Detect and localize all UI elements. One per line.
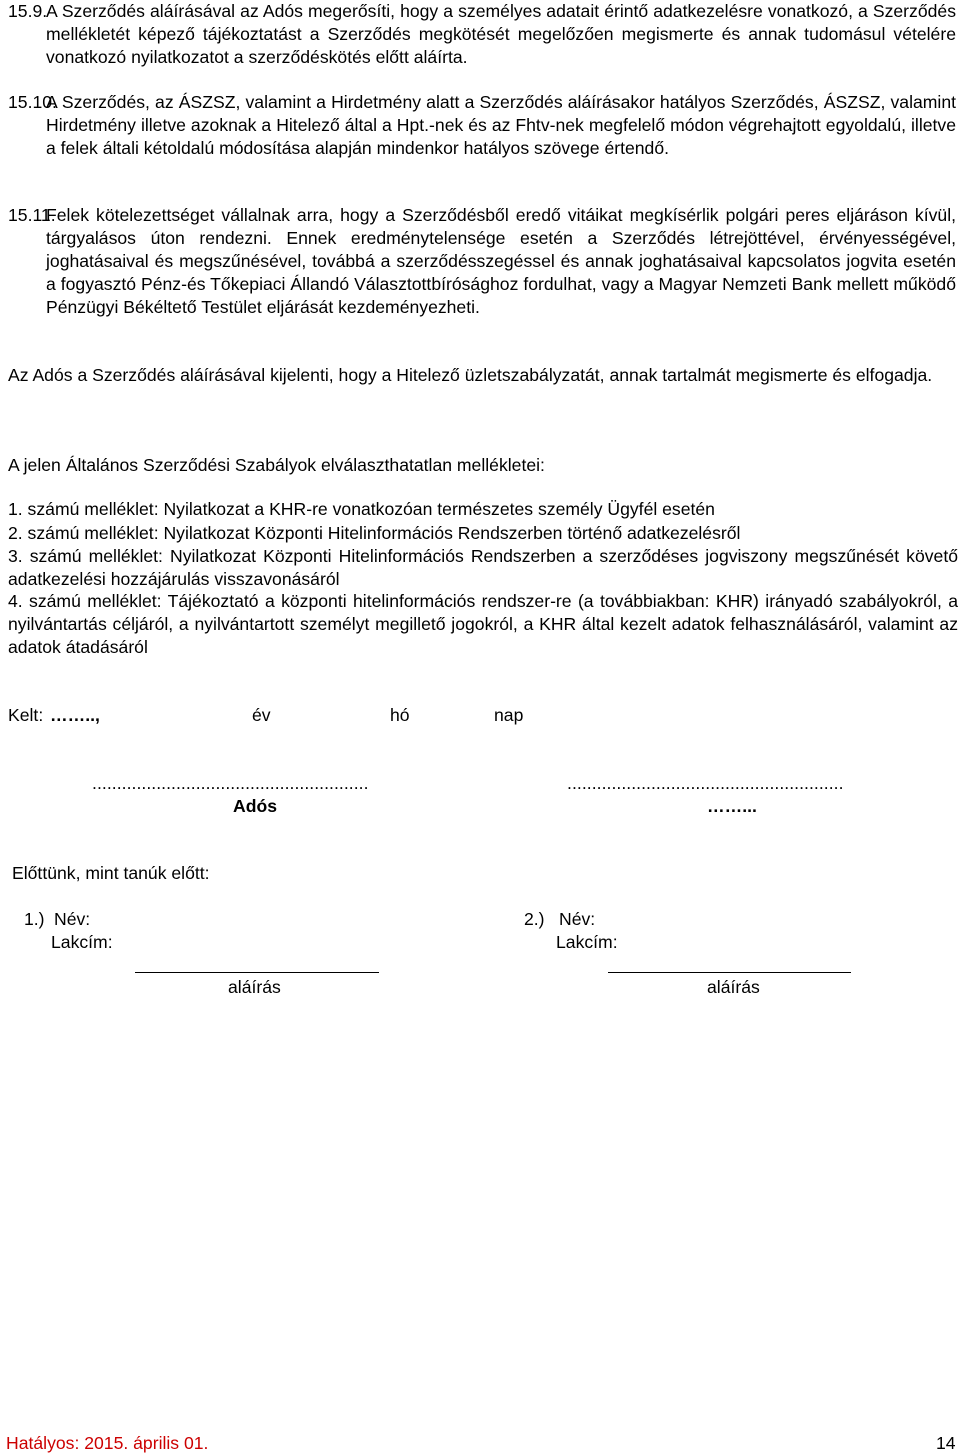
witness-2-signature-label: aláírás — [707, 977, 760, 997]
witness-2-signature-line — [608, 972, 851, 973]
debtor-signature-label: Adós — [233, 796, 277, 816]
creditor-signature-label: ……... — [707, 796, 757, 816]
kelt-label: Kelt: — [8, 705, 44, 725]
section-15-10 — [8, 91, 956, 160]
annex-item-2: 2. számú melléklet: Nyilatkozat Központi Hitelinformációs Rendszerben történő adatkezelésről — [8, 523, 741, 543]
witnesses-intro: Előttünk, mint tanúk előtt: — [12, 863, 210, 883]
declaration-paragraph: Az Adós a Szerződés aláírásával kijelenti, hogy a Hitelező üzletszabályzatát, annak tartalmát megismerte és elfogadja. — [8, 365, 933, 385]
section-text: A Szerződés aláírásával az Adós megerősíti, hogy a személyes adatait érintő adatkezelésre vonatkozó, a Szerződés mellékletét képező tájékoztatást a Szerződés megkötését megelőzően megismerte és annak tudomásul vételére vonatkozó nyilatkozatot a szerződéskötés előtt aláírta. — [46, 1, 956, 67]
annex-item-1: 1. számú melléklet: Nyilatkozat a KHR-re vonatkozóan természetes személy Ügyfél esetén — [8, 499, 715, 519]
witness-2-number: 2.) — [524, 909, 545, 929]
section-text: Felek kötelezettséget vállalnak arra, hogy a Szerződésből eredő vitáikat megkísérlik polgári peres eljáráson kívül, tárgyalásos úton rendezni. Ennek eredménytelensége esetén a Szerződés létrejöttével, érvényességével, joghatásaival és megszűnésével, továbbá a szerződésszegéssel és annak joghatásaival kapcsolatos jogvita esetén a fogyasztó Pénz-és Tőkepiaci Állandó Választottbírósághoz fordulhat, vagy a Magyar Nemzeti Bank mellett működő Pénzügyi Békéltető Testület eljárását kezdeményezheti. — [46, 205, 956, 317]
witness-1-signature-label: aláírás — [228, 977, 281, 997]
section-text: A Szerződés, az ÁSZSZ, valamint a Hirdetmény alatt a Szerződés aláírásakor hatályos Szerződés, ÁSZSZ, valamint Hirdetmény illetve azoknak a Hitelező által a Hpt.-nek és az Fhtv-nek megfelelő módon végrehajtott egyoldalú, illetve a felek általi kétoldalú módosítása alapján mindenkor hatályos szövege értendő. — [46, 92, 956, 158]
witness-2-address-label: Lakcím: — [556, 932, 618, 952]
debtor-signature-dots: ........................................................ — [92, 773, 369, 793]
year-label: év — [252, 705, 271, 725]
month-label: hó — [390, 705, 410, 725]
section-number: 15.11. — [8, 205, 56, 225]
witness-1-name-label: Név: — [54, 909, 91, 929]
creditor-signature-dots: ........................................................ — [567, 773, 844, 793]
day-label: nap — [494, 705, 524, 725]
witness-1-signature-line — [135, 972, 379, 973]
page-number: 14 — [936, 1433, 956, 1453]
section-number: 15.9. — [8, 1, 48, 21]
witness-2-name-label: Név: — [559, 909, 596, 929]
witness-1-address-label: Lakcím: — [51, 932, 113, 952]
section-number: 15.10. — [8, 92, 57, 112]
section-15-9 — [8, 0, 956, 69]
annex-item-3: 3. számú melléklet: Nyilatkozat Központi Hitelinformációs Rendszerben a szerződéses jogviszony megszűnését követő adatkezelési hozzájárulás visszavonásáról — [8, 546, 958, 589]
annexes-intro: A jelen Általános Szerződési Szabályok elválaszthatatlan mellékletei: — [8, 455, 545, 475]
effective-date: Hatályos: 2015. április 01. — [6, 1433, 209, 1453]
kelt-value: …….., — [50, 705, 100, 725]
witness-1-number: 1.) — [24, 909, 45, 929]
section-15-11 — [8, 204, 956, 319]
annex-item-4: 4. számú melléklet: Tájékoztató a központi hitelinformációs rendszer-re (a továbbiakban: KHR) irányadó szabályokról, a nyilvántartás céljáról, a nyilvántartott személyt megillető jogokról, a KHR által kezelt adatok felhasználásáról, valamint az adatok átadásáról — [8, 591, 958, 657]
